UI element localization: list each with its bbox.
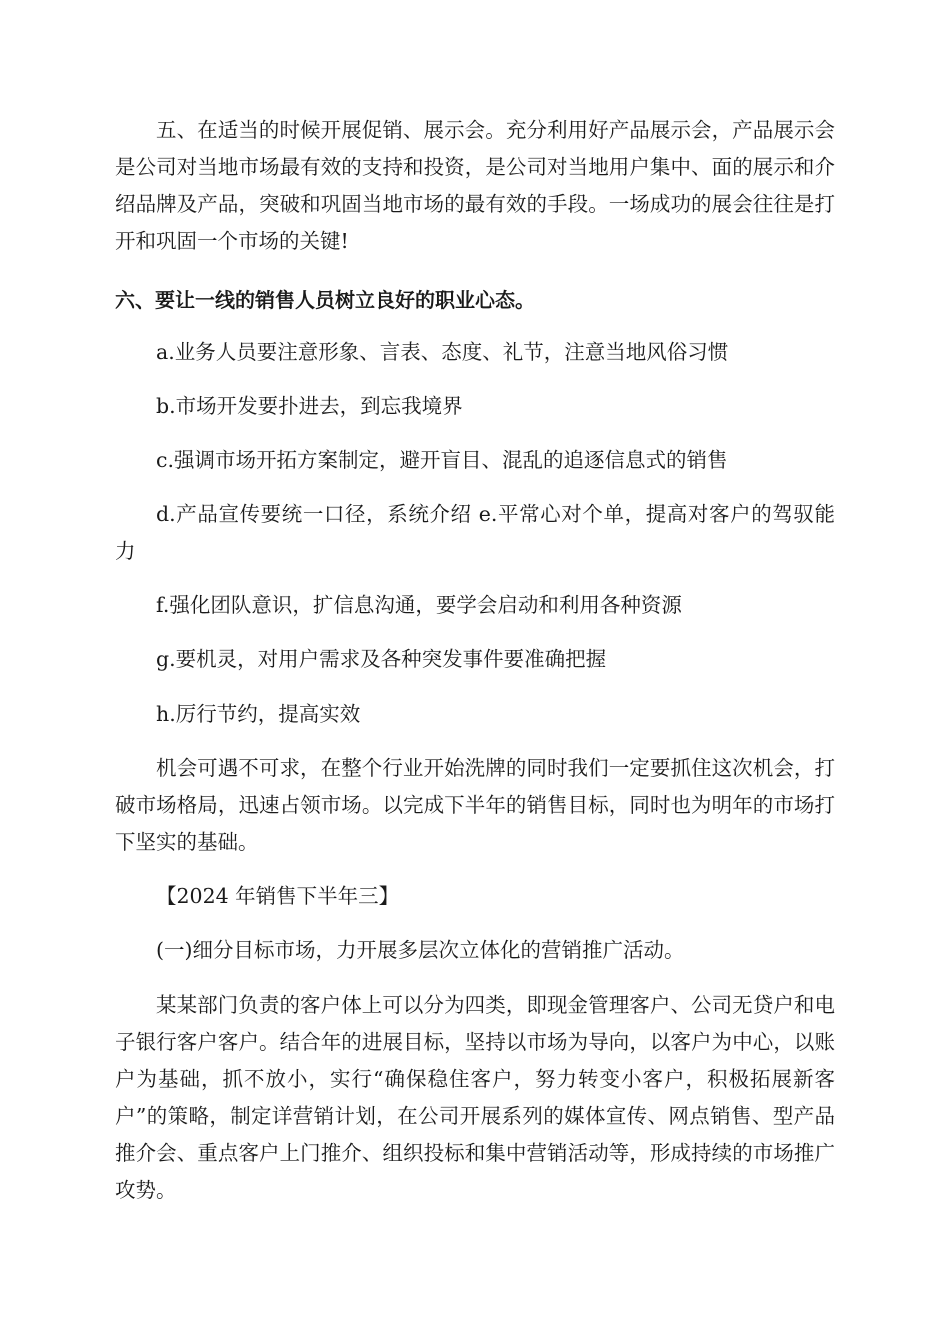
list-item-f: f.强化团队意识，扩信息沟通，要学会启动和利用各种资源: [156, 593, 682, 617]
heading-sales-attitude: 六、要让一线的销售人员树立良好的职业心态。: [115, 288, 535, 312]
sub-heading-segment-market: (一)细分目标市场，力开展多层次立体化的营销推广活动。: [156, 938, 685, 962]
paragraph-promotion-exhibition: 五、在适当的时候开展促销、展示会。充分利用好产品展示会，产品展示会是公司对当地市场最有效的支持和投资，是公司对当地用户集中、面的展示和介绍品牌及产品，突破和巩固当地市场的最有效的手段。一场成功的展会往往是打开和巩固一个市场的关键!: [115, 118, 835, 253]
list-item-c: c.强调市场开拓方案制定，避开盲目、混乱的追逐信息式的销售: [156, 448, 728, 472]
list-item-d-e: d.产品宣传要统一口径，系统介绍 e.平常心对个单，提高对客户的驾驭能力: [115, 502, 835, 563]
list-item-g: g.要机灵，对用户需求及各种突发事件要准确把握: [156, 647, 607, 671]
list-item-a: a.业务人员要注意形象、言表、态度、礼节，注意当地风俗习惯: [156, 340, 729, 364]
paragraph-customer-categories: 某某部门负责的客户体上可以分为四类，即现金管理客户、公司无贷户和电子银行客户客户。结合年的进展目标，坚持以市场为导向，以客户为中心，以账户为基础，抓不放小，实行“确保稳住客户，努力转变小客户，积极拓展新客户”的策略，制定详营销计划，在公司开展系列的媒体宣传、网点销售、型产品推介会、重点客户上门推介、组织投标和集中营销活动等，形成持续的市场推广攻势。: [115, 993, 835, 1202]
paragraph-opportunity: 机会可遇不可求，在整个行业开始洗牌的同时我们一定要抓住这次机会，打破市场格局，迅速占领市场。以完成下半年的销售目标，同时也为明年的市场打下坚实的基础。: [115, 756, 835, 854]
list-item-h: h.厉行节约，提高实效: [156, 702, 361, 726]
list-item-b: b.市场开发要扑进去，到忘我境界: [156, 394, 463, 418]
section-title: 【2024 年销售下半年三】: [156, 884, 400, 908]
